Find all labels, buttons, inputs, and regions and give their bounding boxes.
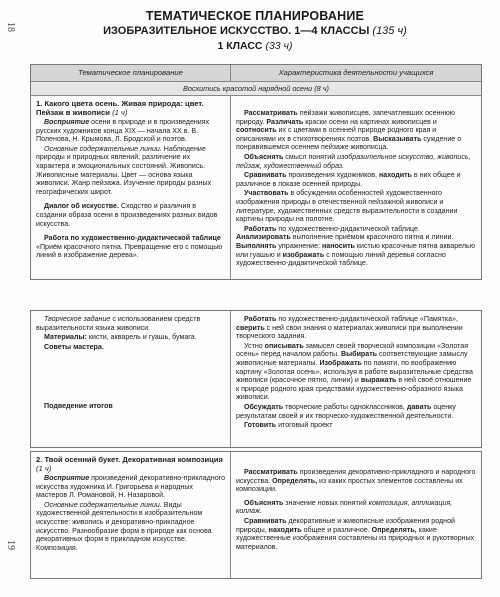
col-header-activity: Характеристика деятельности учащихся [278, 68, 434, 77]
text: соответствующие замыслу живописные материалы. [236, 350, 468, 367]
paragraph-content-lines [36, 145, 225, 197]
activity-paragraph-2 [236, 342, 476, 402]
text: произведения декоративно-прикладного и народного искусства. [236, 468, 476, 485]
topic-title: 1. Какого цвета осень. Живая природа: цвет. Пейзаж в живописи [36, 99, 204, 117]
table-header-row [31, 65, 481, 82]
verb: Рассматривать [244, 109, 298, 117]
page-number-bottom: 19 [5, 540, 16, 550]
term: Творческое задание [44, 315, 111, 323]
verb: изображать [282, 250, 325, 259]
text: смысл понятий [283, 152, 338, 161]
verb: Анализировать [236, 233, 291, 242]
activity-paragraph-5 [236, 225, 476, 268]
text: декоративные и живописные изображения родной природы, [236, 516, 455, 534]
verb: Объяснять [244, 498, 284, 507]
class-heading [30, 40, 480, 52]
verb: Высказывать [373, 134, 422, 143]
right-cell [231, 311, 481, 433]
right-cell [231, 452, 481, 554]
text: в ней своё отношение к природе родного края средствами художественно-образного языка живописи. [236, 376, 472, 402]
left-column [31, 452, 231, 578]
col-header-planning: Тематическое планирование [31, 65, 231, 82]
activity-paragraph-1 [236, 468, 476, 494]
text: Сходство и различия в создании образа осени в произведениях разных видов искусства. [36, 202, 218, 228]
text: по художественно-дидактической таблице. [276, 224, 420, 233]
planning-table-2 [30, 310, 482, 448]
text: кисти, акварель и гуашь, бумага. [86, 333, 197, 342]
verb: Участвовать [244, 189, 289, 198]
text: кистью красочные пятна акварелью или гуашью и [236, 241, 476, 259]
activity-paragraph-1 [236, 315, 476, 341]
topic-title: 2. Твой осенний букет. Декоративная композиция [36, 455, 223, 464]
right-column [231, 452, 481, 578]
text: осени в природе и в произведениях русских художников конца XIX — начала XX в. В. Поленова, Н. Крымова, Л. Бродской и поэтов. [36, 118, 210, 144]
paragraph-dialogue [36, 202, 225, 228]
verb: сверить [236, 323, 265, 332]
term: Материалы: [44, 333, 87, 342]
term: Подведение итогов [44, 402, 113, 411]
paragraph-creative-task [36, 315, 225, 332]
term: Восприятие [44, 474, 90, 482]
topic-hours: (1 ч) [36, 464, 52, 473]
verb: Выбирать [341, 350, 378, 359]
verb: Различать [266, 117, 304, 126]
verb: Объяснять [244, 152, 284, 161]
section-title: Восхитись красотой нарядной осени [183, 84, 313, 93]
left-column [31, 311, 231, 447]
text: итоговый проект [276, 421, 333, 430]
paragraph-summary [36, 402, 225, 411]
text: их с цветами в осенней природе родного края и описаниями их в стихотворениях поэтов. [236, 126, 437, 143]
text: Наблюдение природы и природных явлений, различение их характера и эмоциональных состояний. Живопись. Живописные материалы. Цвет — основа языка живописи. Жанр пейзажа. Изучение природы разных географических широт. [36, 144, 212, 196]
paragraph-table-work [36, 234, 225, 260]
subtitle-text: ИЗОБРАЗИТЕЛЬНОЕ ИСКУССТВО. 1—4 КЛАССЫ [103, 25, 370, 37]
text: из каких простых элементов составлены их композиции. [236, 476, 463, 494]
right-column [231, 311, 481, 447]
term: Основные содержательные линии. [44, 500, 162, 509]
verb: Обсуждать [244, 402, 284, 411]
text: оценку результатам своей и их творческо-художественной деятельности. [236, 402, 456, 420]
text: по памяти, по воображению картину «Золотая осень», используя в работе выразительные средства живописи (красочное пятно, линии) и [236, 358, 473, 385]
term: Основные содержательные линии. [44, 144, 162, 153]
text: краски осени на картинах живописцев и [303, 117, 437, 126]
text: творческие работы одноклассников, [283, 402, 407, 411]
text: Виды художественной деятельности в изобразительном искусстве: живопись и декоративно-прикладное искусство. Разнообразие форм в природе как основа декоративных форм в прикладном искусстве. Композиция. [36, 500, 212, 552]
text: Устно [244, 341, 265, 350]
paragraph-master-tips [36, 343, 225, 352]
term: изобразительное искусство, живопись, пейзаж, художественный образ. [236, 152, 471, 170]
class-label: 1 КЛАСС [217, 40, 263, 52]
text: в обсуждении особенностей художественного изображения природы в отечественной пейзажной живописи и литературе, художественных средств выразительности в создании картины природы на полотне. [236, 189, 458, 224]
right-column [231, 96, 481, 279]
topic-heading [36, 455, 225, 473]
left-column [31, 96, 231, 279]
text: общее и различное. [301, 525, 372, 534]
verb: Определять, [272, 476, 318, 485]
topic-heading [36, 99, 225, 117]
text: «Приём красочного пятна. Превращение его с помощью линий в изображение дерева». [36, 242, 223, 260]
verb: Определять, [371, 525, 417, 534]
text: по художественно-дидактической таблице «Памятка», [276, 315, 459, 323]
topic-hours: (1 ч) [112, 108, 128, 117]
left-cell [31, 311, 230, 414]
term: Восприятие [44, 118, 90, 126]
activity-paragraph-4 [236, 189, 476, 223]
term: Советы мастера. [44, 342, 104, 351]
right-cell [231, 96, 481, 271]
section-heading [31, 82, 481, 96]
page-subtitle [30, 25, 480, 37]
paragraph-perception [36, 118, 225, 144]
verb: описывать [264, 341, 304, 350]
subtitle-hours: (135 ч) [372, 25, 407, 37]
activity-paragraph-3 [236, 171, 476, 188]
page-title: ТЕМАТИЧЕСКОЕ ПЛАНИРОВАНИЕ [145, 9, 365, 23]
term: композиция, аппликация, коллаж. [236, 498, 453, 516]
verb: Выполнять [236, 241, 277, 250]
text: с использованием средств выразительности языка живописи. [36, 315, 201, 332]
left-cell [31, 96, 230, 263]
verb: давать [406, 402, 432, 411]
text: с помощью линий деревья согласно художественно-дидактической таблице. [236, 250, 446, 268]
verb: находить [378, 171, 412, 180]
text: произведений декоративно-прикладного искусства художника И. Григорьева и народных мастеров Л. Романовой, Н. Назаровой. [36, 474, 226, 500]
activity-paragraph-1 [236, 109, 476, 152]
verb: Сравнивать [244, 516, 287, 525]
left-cell [31, 452, 230, 555]
text: в них общее и различное в показе осенней природы. [236, 171, 461, 188]
text: суждение о понравившемся осеннем пейзаже живописца. [236, 134, 462, 152]
planning-table-3 [30, 451, 482, 579]
planning-table-1 [30, 64, 482, 280]
verb: Изображать [319, 358, 362, 367]
activity-paragraph-2 [236, 499, 476, 516]
verb: Сравнивать [244, 171, 287, 180]
verb: соотносить [236, 126, 277, 135]
text: какие художественные изображения составлены из природных и рукотворных материалов. [236, 525, 475, 551]
text: пейзажи живописцев, запечатлевших осеннюю природу. [236, 109, 455, 126]
verb: наносить [322, 241, 355, 250]
text: с ней свои знания о материалах живописи при выполнении творческого задания. [236, 323, 463, 341]
text: упражнение: [276, 241, 323, 250]
page-header [30, 9, 480, 52]
section-hours: (8 ч) [314, 84, 329, 93]
verb: Работать [244, 224, 277, 233]
verb: Работать [244, 315, 277, 323]
paragraph-perception [36, 474, 225, 500]
text: выполнение приёмом красочного пятна и линии. [290, 233, 454, 242]
activity-paragraph-2 [236, 153, 476, 170]
page-number-top: 18 [5, 22, 16, 32]
term: Работа по художественно-дидактической таблице [44, 234, 221, 243]
activity-paragraph-3 [236, 403, 476, 420]
term: Диалог об искусстве. [44, 202, 119, 211]
activity-paragraph-4 [236, 421, 476, 430]
text: значение новых понятий [283, 498, 369, 507]
verb: находить [268, 525, 302, 534]
verb: Рассматривать [244, 468, 298, 476]
paragraph-content-lines [36, 501, 225, 553]
text: произведения художников, [286, 171, 379, 180]
verb: Готовить [244, 421, 277, 430]
text: замысел своей творческой композиции «Золотая осень» перед началом работы. [236, 341, 469, 359]
verb: выражать [360, 376, 397, 385]
class-hours: (33 ч) [265, 40, 293, 52]
activity-paragraph-3 [236, 517, 476, 551]
paragraph-materials [36, 333, 225, 342]
